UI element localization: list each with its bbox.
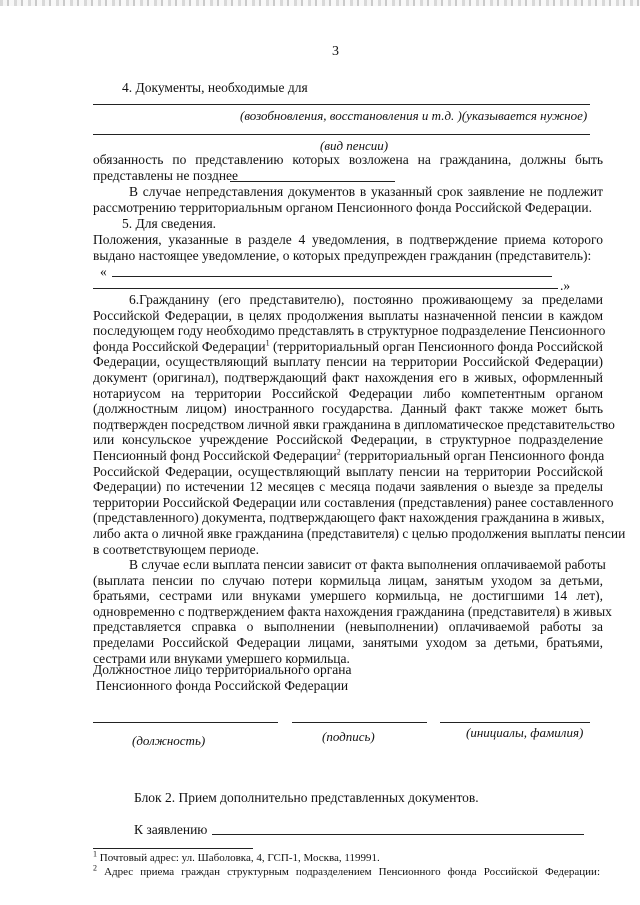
footnote-ref-1: 1 [265,338,270,348]
line-fill-2 [93,134,590,135]
footnote-separator [93,848,253,849]
s4-p2-line1: В случае непредставления документов в указанный срок заявление не подлежит [129,184,603,199]
s6-line: Российской Федерации, в целях продолжения выплаты назначенной пенсии в каждом [93,307,603,323]
s6-line: (должностным лицом) иностранного государства. Данный факт также может быть [93,401,603,417]
s6-line: или консульское учреждение Российской Федерации, в структурное подразделение [93,432,603,448]
s6-line: Федерации, осуществляющий выплату пенсии на территории Российской Федерации) [93,354,603,370]
s6-p2-line: представляется справка о выполнении (невыполнении) оплачиваемой работы за [93,619,603,635]
signature-caption: (подпись) [322,729,375,744]
s6-p2-line: В случае если выплата пенсии зависит от факта выполнения оплачиваемой работы [129,557,606,573]
page-number: 3 [332,44,339,59]
section-4-title: 4. Документы, необходимые для [122,80,308,95]
s6-p2-line: пределами Российской Федерации лицами, занятыми уходом за детьми, братьями, [93,635,603,651]
s6-line: последующем году необходимо представлять в структурное подразделение Пенсионного [93,323,606,339]
signature-line [292,722,427,723]
s6-line [93,339,603,355]
s6-p2-line: (выплата пенсии по случаю потери кормильца лицам, занятым уходом за детьми, [93,572,603,588]
s6-line-tail: (территориальный орган Пенсионного фонда [340,447,605,463]
footnote-ref-2: 2 [336,447,341,457]
s6-line: (представленного) документа, подтверждающего факт нахождения гражданина в живых, [93,510,605,526]
s6-line: либо акта о личной явке гражданина (представителя) с целью продолжения выплаты пенсии [93,525,626,541]
s4-p2-line2: рассмотрению территориальным органом Пенсионного фонда Российской Федерации. [93,200,592,215]
s6-line: 6.Гражданину (его представителю), постоянно проживающему за пределами [129,292,603,307]
position-caption: (должность) [132,733,206,748]
footnote-2-text: Адрес приема граждан структурным подразделением Пенсионного фонда Российской Федерации: [104,866,600,878]
s6-line-text: фонда Российской Федерации [93,338,266,354]
hint-renewal: (возобновления, восстановления и т.д. )(указывается нужное) [240,108,588,123]
s6-line: подтвержден посредством личной явки гражданина в дипломатическое представительство [93,416,615,432]
s6-line: документ (оригинал), подтверждающий факт нахождения его в живых, оформленный [93,369,603,385]
quote-line-2 [93,288,558,289]
s4-line2: представлены не позднее [93,168,239,183]
quote-line-1 [112,276,552,277]
s6-line: Федерации) по истечении 12 месяцев с месяца подачи заявления о выезде за пределы [93,479,603,495]
s6-line: территории Российской Федерации или составления (представления) ранее составленного [93,494,614,510]
block2-title: Блок 2. Прием дополнительно представленных документов. [134,790,479,805]
footnote-1-mark: 1 [93,849,97,859]
s6-line-tail: (территориальный орган Пенсионного фонда Российской [269,338,604,354]
position-line [93,722,278,723]
deadline-field-line [230,181,395,182]
scan-edge [0,0,640,6]
s6-p2-line: одновременно с подтверждением факта нахождения гражданина (представителя) в живых [93,603,612,619]
s5-line2: выдано настоящее уведомление, о которых предупрежден гражданин (представитель): [93,248,592,263]
s6-line: в соответствующем периоде. [93,541,260,557]
initials-line [440,722,590,723]
s6-p2-line: сестрами или внуками умершего кормильца. [93,650,350,666]
s6-p2-line: братьями, сестрами или внуками умершего кормильца, не достигшими 14 лет), [93,588,603,604]
footnote-2 [93,863,600,879]
official-line2: Пенсионного фонда Российской Федерации [96,678,349,693]
footnote-2-mark: 2 [93,863,97,873]
application-field-line [212,834,584,835]
to-application-label: К заявлению [134,822,208,837]
quote-close: .» [560,278,571,293]
line-fill-1 [93,104,590,105]
s6-line [93,448,603,464]
s4-line1: обязанность по представлению которых возложена на гражданина, должны быть [93,152,603,167]
s5-line1: Положения, указанные в разделе 4 уведомления, в подтверждение приема которого [93,232,603,247]
footnote-1 [93,849,593,865]
quote-open: « [100,264,107,279]
official-line1: Должностное лицо территориального органа [93,662,352,677]
s6-line: нотариусом на территории Российской Федерации либо компетентным органом [93,385,603,401]
footnote-1-text: Почтовый адрес: ул. Шаболовка, 4, ГСП-1, Москва, 119991. [99,852,380,864]
hint-pension-type: (вид пенсии) [320,138,389,153]
section-6 [93,292,626,666]
s6-line-text: Пенсионный фонд Российской Федерации [93,447,337,463]
initials-caption: (инициалы, фамилия) [466,725,584,740]
section-5-title: 5. Для сведения. [122,216,217,231]
s6-line: Российской Федерации, осуществляющий выплату пенсии на территории Российской [93,463,603,479]
